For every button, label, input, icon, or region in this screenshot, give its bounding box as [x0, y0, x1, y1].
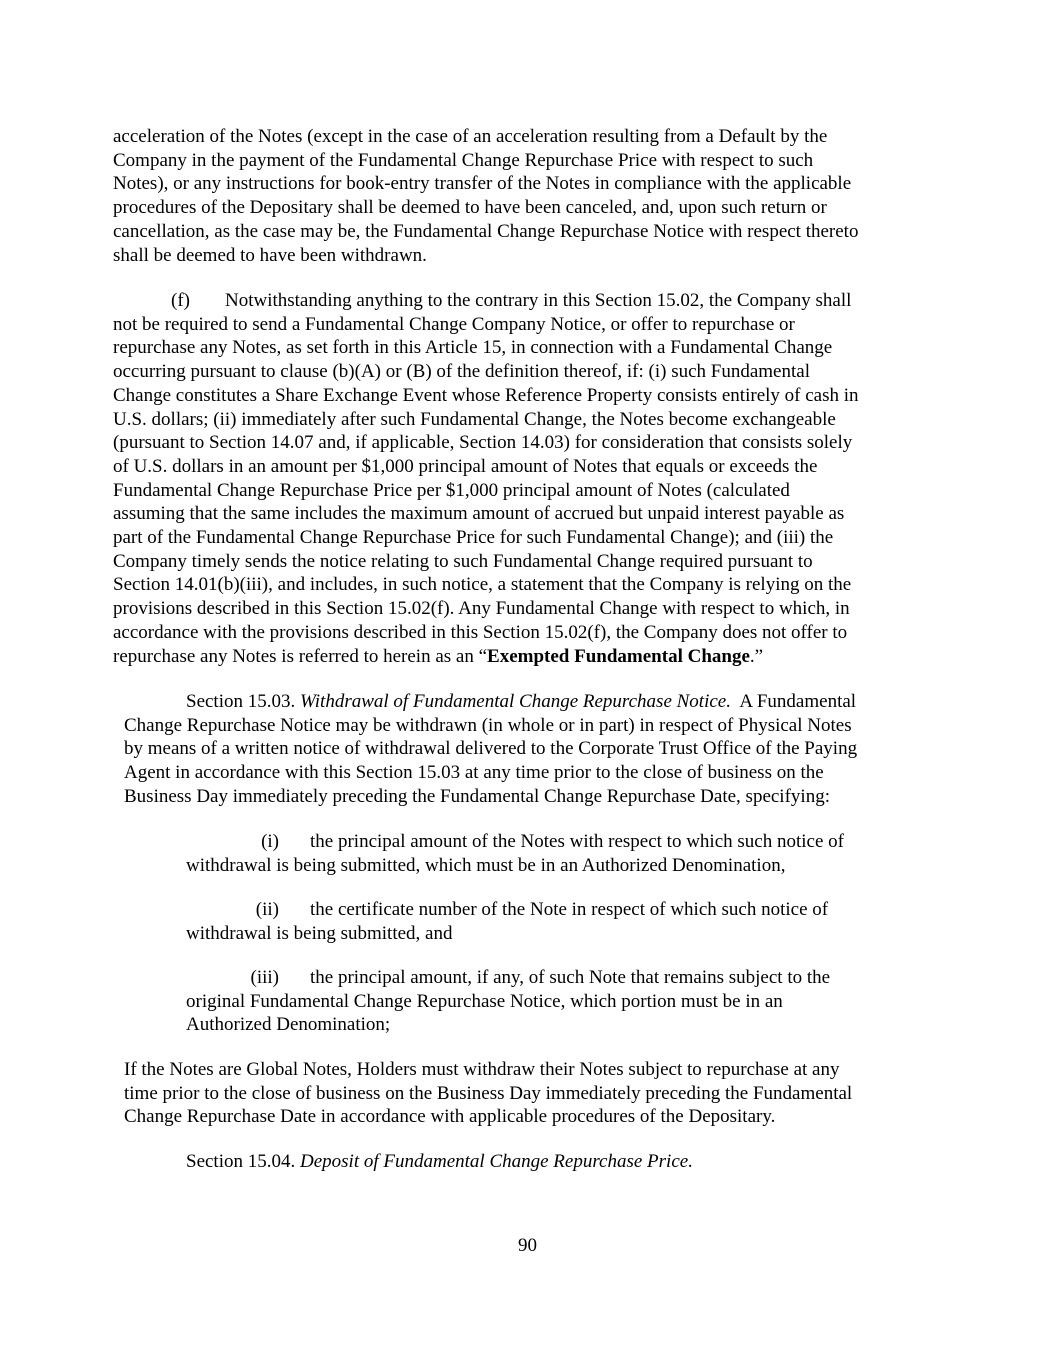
text-line: withdrawal is being submitted, and: [186, 922, 453, 944]
section-15-04: [186, 1150, 693, 1174]
text-line: Authorized Denomination;: [186, 1014, 391, 1036]
global-notes-paragraph: [124, 1058, 852, 1129]
text-line: Fundamental Change Repurchase Price per $1,000 principal amount of Notes (calculated: [113, 479, 790, 501]
paragraph-f-label: (f): [171, 290, 190, 311]
text-line: by means of a written notice of withdrawal delivered to the Corporate Trust Office of the Paying: [124, 738, 858, 760]
text-line: time prior to the close of business on the Business Day immediately preceding the Fundamental: [124, 1082, 853, 1104]
text-line: of U.S. dollars in an amount per $1,000 principal amount of Notes that equals or exceeds the: [113, 455, 818, 477]
list-item-label: [186, 830, 310, 854]
text-line: assuming that the same includes the maximum amount of accrued but unpaid interest payable as: [113, 503, 845, 525]
list-item-iii: [186, 966, 830, 1037]
text-line: procedures of the Depositary shall be deemed to have been canceled, and, upon such return or: [113, 197, 827, 219]
text-line: Company in the payment of the Fundamental Change Repurchase Price with respect to such: [113, 149, 814, 171]
list-item-i: [186, 830, 844, 877]
text-line: If the Notes are Global Notes, Holders must withdraw their Notes subject to repurchase at any: [124, 1059, 840, 1080]
section-15-04-heading-line: [186, 1150, 693, 1174]
list-item-first-line: [186, 830, 844, 854]
text-line: occurring pursuant to clause (b)(A) or (B) of the definition thereof, if: (i) such Fundamental: [113, 361, 810, 383]
section-title: Deposit of Fundamental Change Repurchase Price.: [300, 1151, 693, 1172]
list-item-ii: [186, 898, 828, 945]
text-line: Change Repurchase Date in accordance with applicable procedures of the Depositary.: [124, 1106, 776, 1128]
paragraph-f: [113, 289, 859, 668]
text-line: Notes), or any instructions for book-entry transfer of the Notes in compliance with the applicable: [113, 173, 852, 195]
last-line-prefix: repurchase any Notes is referred to herein as an “: [113, 645, 488, 667]
label-text: (iii): [250, 967, 279, 988]
section-number: Section 15.04.: [186, 1151, 300, 1172]
text-line: U.S. dollars; (ii) immediately after such Fundamental Change, the Notes become exchangeable: [113, 408, 836, 430]
section-first-line-rest: A Fundamental: [730, 691, 857, 712]
list-item-first-line: [186, 898, 828, 922]
continued-paragraph: [113, 125, 858, 267]
last-line-suffix: .”: [749, 645, 764, 667]
section-title: Withdrawal of Fundamental Change Repurchase Notice.: [300, 691, 731, 712]
text-line: Company timely sends the notice relating to such Fundamental Change required pursuant to: [113, 550, 813, 572]
list-item-label: [186, 898, 310, 922]
paragraph-f-first-line: [113, 289, 859, 313]
text-line: cancellation, as the case may be, the Fundamental Change Repurchase Notice with respect thereto: [113, 220, 859, 242]
text-line: Section 14.01(b)(iii), and includes, in such notice, a statement that the Company is relying on the: [113, 574, 852, 596]
text-line: Business Day immediately preceding the Fundamental Change Repurchase Date, specifying:: [124, 785, 830, 807]
list-item-first-text: the principal amount, if any, of such Note that remains subject to the: [310, 967, 831, 988]
list-item-first-line: [186, 966, 830, 990]
paragraph-f-last-line: [113, 645, 859, 669]
section-number: Section 15.03.: [186, 691, 300, 712]
text-line: Agent in accordance with this Section 15.03 at any time prior to the close of business on the: [124, 762, 824, 784]
text-line: not be required to send a Fundamental Change Company Notice, or offer to repurchase or: [113, 313, 795, 335]
list-item-label: [186, 966, 310, 990]
list-item-first-text: the certificate number of the Note in respect of which such notice of: [310, 899, 829, 920]
text-line: accordance with the provisions described in this Section 15.02(f), the Company does not offer to: [113, 621, 848, 643]
text-line: Change constitutes a Share Exchange Event whose Reference Property consists entirely of cash in: [113, 384, 859, 406]
text-line: repurchase any Notes, as set forth in this Article 15, in connection with a Fundamental Change: [113, 337, 833, 359]
list-item-first-text: the principal amount of the Notes with respect to which such notice of: [310, 831, 844, 852]
paragraph-f-first-text: Notwithstanding anything to the contrary in this Section 15.02, the Company shall: [224, 290, 852, 311]
text-line: original Fundamental Change Repurchase Notice, which portion must be in an: [186, 990, 783, 1012]
page-number: 90: [518, 1235, 537, 1256]
text-line: part of the Fundamental Change Repurchase Price for such Fundamental Change); and (iii) the: [113, 527, 834, 549]
text-line: (pursuant to Section 14.07 and, if applicable, Section 14.03) for consideration that consists solely: [113, 432, 853, 454]
text-line: provisions described in this Section 15.02(f). Any Fundamental Change with respect to which, in: [113, 598, 850, 620]
defined-term: Exempted Fundamental Change: [487, 645, 750, 667]
label-text: (ii): [255, 899, 279, 920]
section-15-03-heading-line: [124, 690, 857, 714]
text-line: Change Repurchase Notice may be withdrawn (in whole or in part) in respect of Physical Notes: [124, 714, 852, 736]
text-line: acceleration of the Notes (except in the case of an acceleration resulting from a Default by the: [113, 126, 828, 147]
text-line: shall be deemed to have been withdrawn.: [113, 244, 427, 266]
text-line: withdrawal is being submitted, which must be in an Authorized Denomination,: [186, 854, 786, 876]
section-15-03: [124, 690, 857, 809]
label-text: (i): [261, 831, 279, 852]
